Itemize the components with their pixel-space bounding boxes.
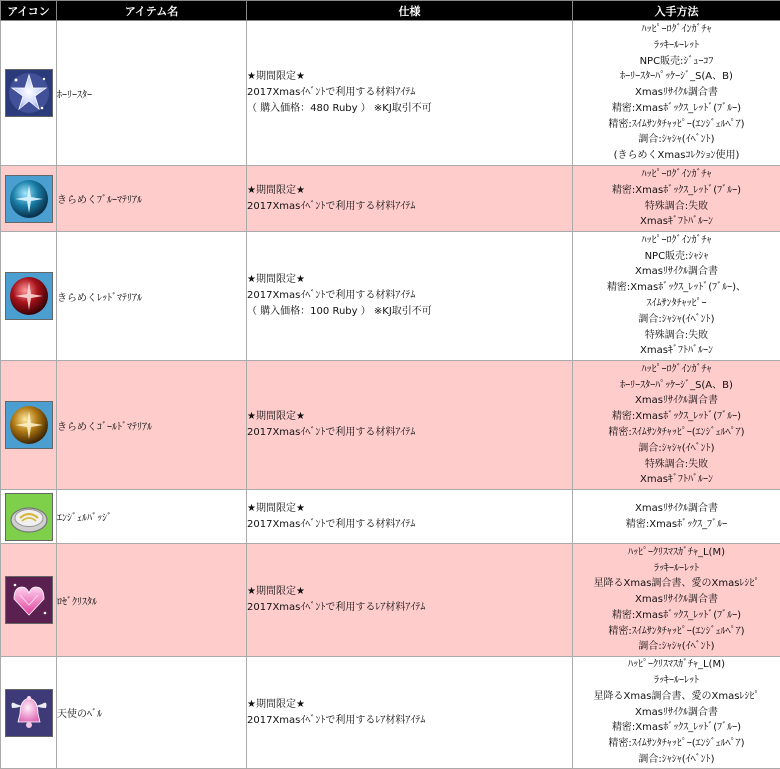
acq-line: NPC販売:ｼｬｼｬ [644, 250, 709, 262]
item-name: きらめくｺﾞｰﾙﾄﾞﾏﾃﾘｱﾙ [57, 361, 247, 490]
acq-line: NPC販売:ｼﾞｭｰｺﾌ [639, 55, 714, 67]
item-name: きらめくﾌﾞﾙｰﾏﾃﾘｱﾙ [57, 166, 247, 232]
rose-crystal-icon [5, 576, 53, 624]
spec-line: ★期間限定★ [247, 502, 305, 514]
acq-line: ﾊｯﾋﾟｰﾛｸﾞｲﾝｶﾞﾁｬ [641, 23, 712, 35]
spec-line: ★期間限定★ [247, 71, 305, 82]
angel-bell-icon [5, 689, 53, 737]
acq-line: Xmasﾘｻｲｸﾙ調合書 [635, 502, 718, 514]
blue-material-orb-icon [5, 175, 53, 223]
item-spec [247, 21, 573, 166]
spec-line: 2017Xmasｲﾍﾞﾝﾄで利用するﾚｱ材料ｱｲﾃﾑ [247, 602, 426, 613]
spec-line: ★期間限定★ [247, 586, 305, 597]
item-acquisition [573, 490, 780, 544]
spec-line: 2017Xmasｲﾍﾞﾝﾄで利用するﾚｱ材料ｱｲﾃﾑ [247, 714, 426, 726]
acq-line: 精密:Xmasﾎﾞｯｸｽ_ﾚｯﾄﾞ(ﾌﾞﾙｰ) [611, 184, 742, 196]
table-row [1, 232, 780, 361]
item-acquisition [573, 232, 780, 361]
spec-line: ★期間限定★ [247, 411, 305, 422]
acq-line: Xmasﾘｻｲｸﾙ調合書 [635, 395, 718, 407]
acq-line: 精密:Xmasﾎﾞｯｸｽ_ﾌﾞﾙｰ [625, 518, 728, 530]
table-row [1, 21, 780, 166]
spec-line: 2017Xmasｲﾍﾞﾝﾄで利用する材料ｱｲﾃﾑ [247, 87, 416, 98]
acq-line: ﾎｰﾘｰｽﾀｰﾊﾟｯｹｰｼﾞ_S(A、B) [620, 71, 733, 83]
item-spec [247, 232, 573, 361]
item-name: ｴﾝｼﾞｪﾙﾊﾞｯｼﾞ [57, 490, 247, 544]
gold-material-orb-icon [5, 401, 53, 449]
acq-line: ﾗｯｷｰﾙｰﾚｯﾄ [654, 675, 699, 686]
acq-line: Xmasｷﾞﾌﾄﾊﾞﾙｰﾝ [640, 216, 713, 228]
acq-line: Xmasﾘｻｲｸﾙ調合書 [635, 266, 718, 278]
item-acquisition [573, 166, 780, 232]
acq-line: ﾗｯｷｰﾙｰﾚｯﾄ [654, 562, 699, 574]
item-name: 天使のﾍﾞﾙ [57, 657, 247, 769]
acq-line: Xmasﾘｻｲｸﾙ調合書 [635, 706, 718, 718]
acq-line: 星降るXmas調合書、愛のXmasﾚｼﾋﾟ [593, 578, 760, 590]
item-name: ﾛｾﾞｸﾘｽﾀﾙ [57, 544, 247, 657]
spec-line: 2017Xmasｲﾍﾞﾝﾄで利用する材料ｱｲﾃﾑ [247, 518, 416, 530]
red-material-orb-icon [5, 272, 53, 320]
header-row [1, 1, 780, 21]
spec-line: 2017Xmasｲﾍﾞﾝﾄで利用する材料ｱｲﾃﾑ [247, 427, 416, 438]
item-spec [247, 490, 573, 544]
item-acquisition [573, 657, 780, 769]
item-spec [247, 657, 573, 769]
spec-line: 2017Xmasｲﾍﾞﾝﾄで利用する材料ｱｲﾃﾑ [247, 200, 416, 212]
spec-line: （ 購入価格：100 Ruby ） ※KJ取引不可 [247, 306, 432, 317]
spec-line: （ 購入価格：480 Ruby ） ※KJ取引不可 [247, 103, 432, 114]
acq-line: 特殊調合:失敗 [644, 200, 709, 212]
acq-line: ﾊｯﾋﾟｰﾛｸﾞｲﾝｶﾞﾁｬ [641, 234, 712, 246]
item-acquisition [573, 544, 780, 657]
acq-line: 精密:Xmasﾎﾞｯｸｽ_ﾚｯﾄﾞ(ﾌﾞﾙｰ)、 [606, 282, 747, 294]
acq-line: (きらめくXmasｺﾚｸｼｮﾝ使用) [613, 150, 740, 162]
acq-line: ﾎｰﾘｰｽﾀｰﾊﾟｯｹｰｼﾞ_S(A、B) [620, 379, 733, 391]
acq-line: 精密:ｽｲﾑｻﾝﾀﾁｬｯﾋﾟｰ(ｴﾝｼﾞｪﾙﾍﾟｱ) [608, 738, 745, 750]
acq-line: 調合:ｼｬｼｬ(ｲﾍﾞﾝﾄ) [638, 641, 715, 653]
holy-star-icon [5, 69, 53, 117]
acq-line: 特殊調合:失敗 [644, 329, 709, 341]
header-name: アイテム名 [57, 1, 247, 21]
acq-line: ﾊｯﾋﾟｰｸﾘｽﾏｽｶﾞﾁｬ_L(M) [627, 546, 725, 558]
acq-line: ﾊｯﾋﾟｰﾛｸﾞｲﾝｶﾞﾁｬ [641, 168, 712, 180]
acq-line: Xmasﾘｻｲｸﾙ調合書 [635, 594, 718, 606]
header-acquisition: 入手方法 [573, 1, 780, 21]
acq-line: 星降るXmas調合書、愛のXmasﾚｼﾋﾟ [593, 690, 760, 702]
item-name: ﾎｰﾘｰｽﾀｰ [57, 21, 247, 166]
spec-line: ★期間限定★ [247, 698, 305, 710]
item-spec [247, 166, 573, 232]
acq-line: 精密:ｽｲﾑｻﾝﾀﾁｬｯﾋﾟｰ(ｴﾝｼﾞｪﾙﾍﾟｱ) [608, 427, 745, 438]
acq-line: 精密:Xmasﾎﾞｯｸｽ_ﾚｯﾄﾞ(ﾌﾞﾙｰ) [611, 102, 742, 114]
table-row [1, 657, 780, 769]
acq-line: 調合:ｼｬｼｬ(ｲﾍﾞﾝﾄ) [638, 134, 715, 146]
acq-line: 精密:Xmasﾎﾞｯｸｽ_ﾚｯﾄﾞ(ﾌﾞﾙｰ) [611, 411, 742, 423]
spec-line: 2017Xmasｲﾍﾞﾝﾄで利用する材料ｱｲﾃﾑ [247, 290, 416, 301]
acq-line: Xmasｷﾞﾌﾄﾊﾞﾙｰﾝ [640, 474, 713, 486]
acq-line: 精密:ｽｲﾑｻﾝﾀﾁｬｯﾋﾟｰ(ｴﾝｼﾞｪﾙﾍﾟｱ) [608, 625, 745, 637]
header-icon: アイコン [1, 1, 57, 21]
item-spec [247, 544, 573, 657]
acq-line: ﾊｯﾋﾟｰﾛｸﾞｲﾝｶﾞﾁｬ [641, 363, 712, 375]
item-acquisition [573, 21, 780, 166]
acq-line: 調合:ｼｬｼｬ(ｲﾍﾞﾝﾄ) [638, 442, 715, 454]
spec-line: ★期間限定★ [247, 274, 305, 285]
table-row [1, 361, 780, 490]
acq-line: 精密:Xmasﾎﾞｯｸｽ_ﾚｯﾄﾞ(ﾌﾞﾙｰ) [611, 609, 742, 621]
item-acquisition [573, 361, 780, 490]
acq-line: ﾊｯﾋﾟｰｸﾘｽﾏｽｶﾞﾁｬ_L(M) [627, 659, 725, 671]
acq-line: 調合:ｼｬｼｬ(ｲﾍﾞﾝﾄ) [638, 753, 715, 765]
acq-line: ｽｲﾑｻﾝﾀﾁｬｯﾋﾟｰ [646, 298, 707, 309]
angel-badge-icon [5, 493, 53, 541]
table-row [1, 490, 780, 544]
item-name: きらめくﾚｯﾄﾞﾏﾃﾘｱﾙ [57, 232, 247, 361]
spec-line: ★期間限定★ [247, 184, 305, 196]
item-spec [247, 361, 573, 490]
table-row [1, 544, 780, 657]
acq-line: Xmasｷﾞﾌﾄﾊﾞﾙｰﾝ [640, 345, 713, 357]
acq-line: 精密:Xmasﾎﾞｯｸｽ_ﾚｯﾄﾞ(ﾌﾞﾙｰ) [611, 722, 742, 734]
acq-line: 特殊調合:失敗 [644, 458, 709, 470]
acq-line: ﾗｯｷｰﾙｰﾚｯﾄ [654, 39, 699, 51]
table-row [1, 166, 780, 232]
header-spec: 仕様 [247, 1, 573, 21]
acq-line: 精密:ｽｲﾑｻﾝﾀﾁｬｯﾋﾟｰ(ｴﾝｼﾞｪﾙﾍﾟｱ) [608, 118, 745, 130]
acq-line: 調合:ｼｬｼｬ(ｲﾍﾞﾝﾄ) [638, 313, 715, 325]
acq-line: Xmasﾘｻｲｸﾙ調合書 [635, 87, 718, 99]
